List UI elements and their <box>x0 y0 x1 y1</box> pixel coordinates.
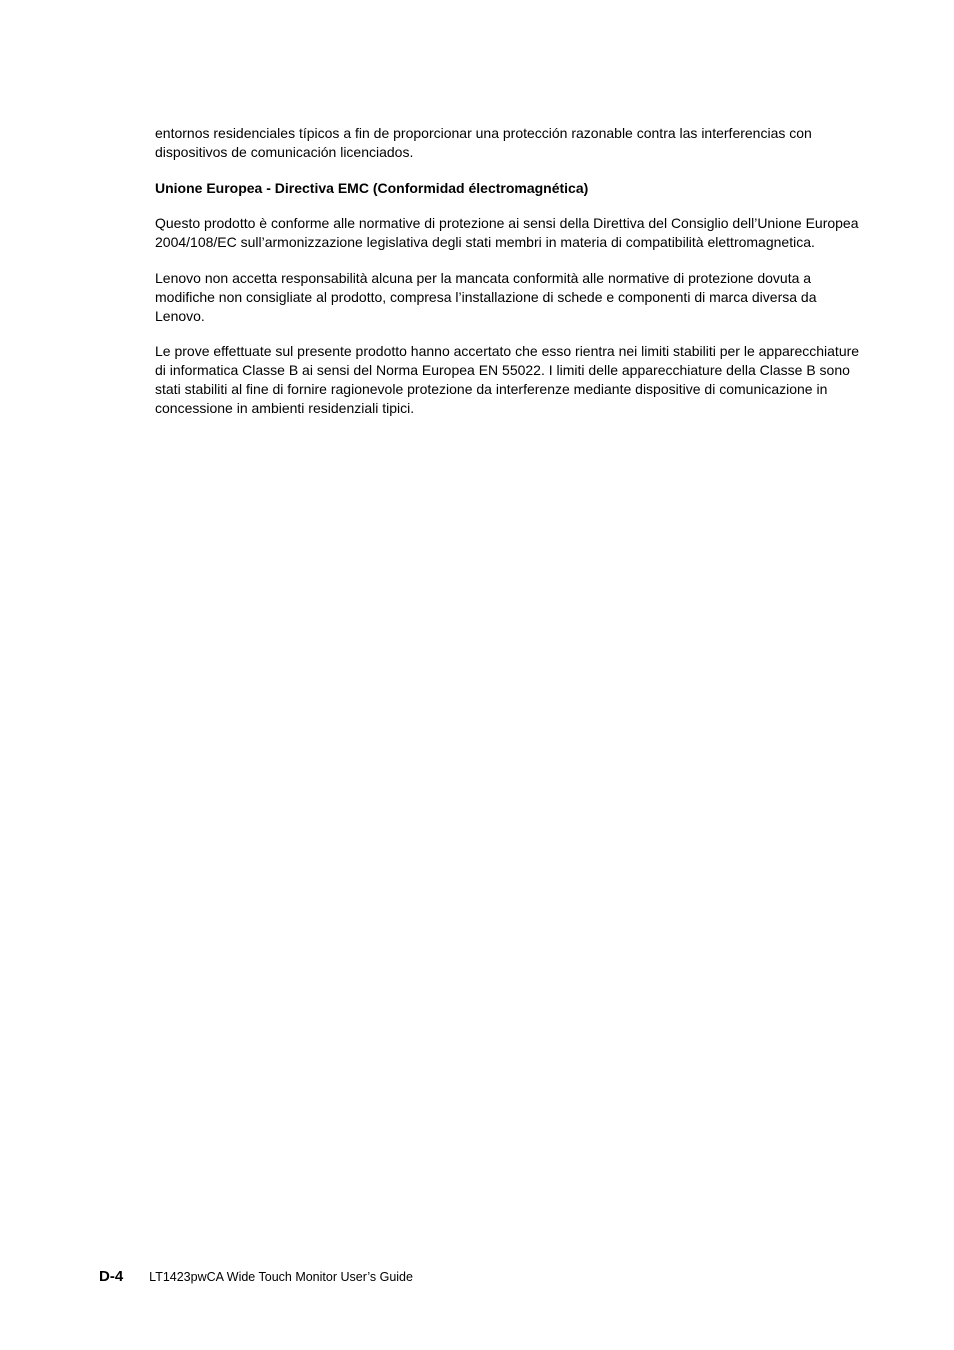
paragraph-compliance: Questo prodotto è conforme alle normative di protezione ai sensi della Direttiva del Consiglio dell’Unione Europea 2004/108/EC sull’armonizzazione legislativa degli stati membri in materia di compatibilità elettromagnetica. <box>155 215 859 251</box>
page-footer <box>99 1268 413 1285</box>
section-heading: Unione Europea - Directiva EMC (Conformidad électromagnética) <box>155 179 589 196</box>
paragraph-responsibility: Lenovo non accetta responsabilità alcuna per la mancata conformità alle normative di protezione dovuta a modifiche non consigliate al prodotto, compresa l’installazione di schede e componenti di marca diversa da Lenovo. <box>155 269 817 324</box>
intro-paragraph: entornos residenciales típicos a fin de proporcionar una protección razonable contra las interferencias con dispositivos de comunicación licenciados. <box>155 125 812 160</box>
paragraph-class-b-limits: Le prove effettuate sul presente prodotto hanno accertato che esso rientra nei limiti stabiliti per le apparecchiature di informatica Classe B ai sensi del Norma Europea EN 55022. I limiti delle apparecchiature della Classe B sono stati stabiliti al fine di fornire ragionevole protezione da interferenze mediante dispositive di comunicazione in concessione in ambienti residenziali tipici. <box>155 343 860 416</box>
page-number: D-4 <box>99 1268 124 1285</box>
document-body <box>155 124 865 418</box>
guide-title: LT1423pwCA Wide Touch Monitor User’s Guide <box>149 1270 413 1284</box>
